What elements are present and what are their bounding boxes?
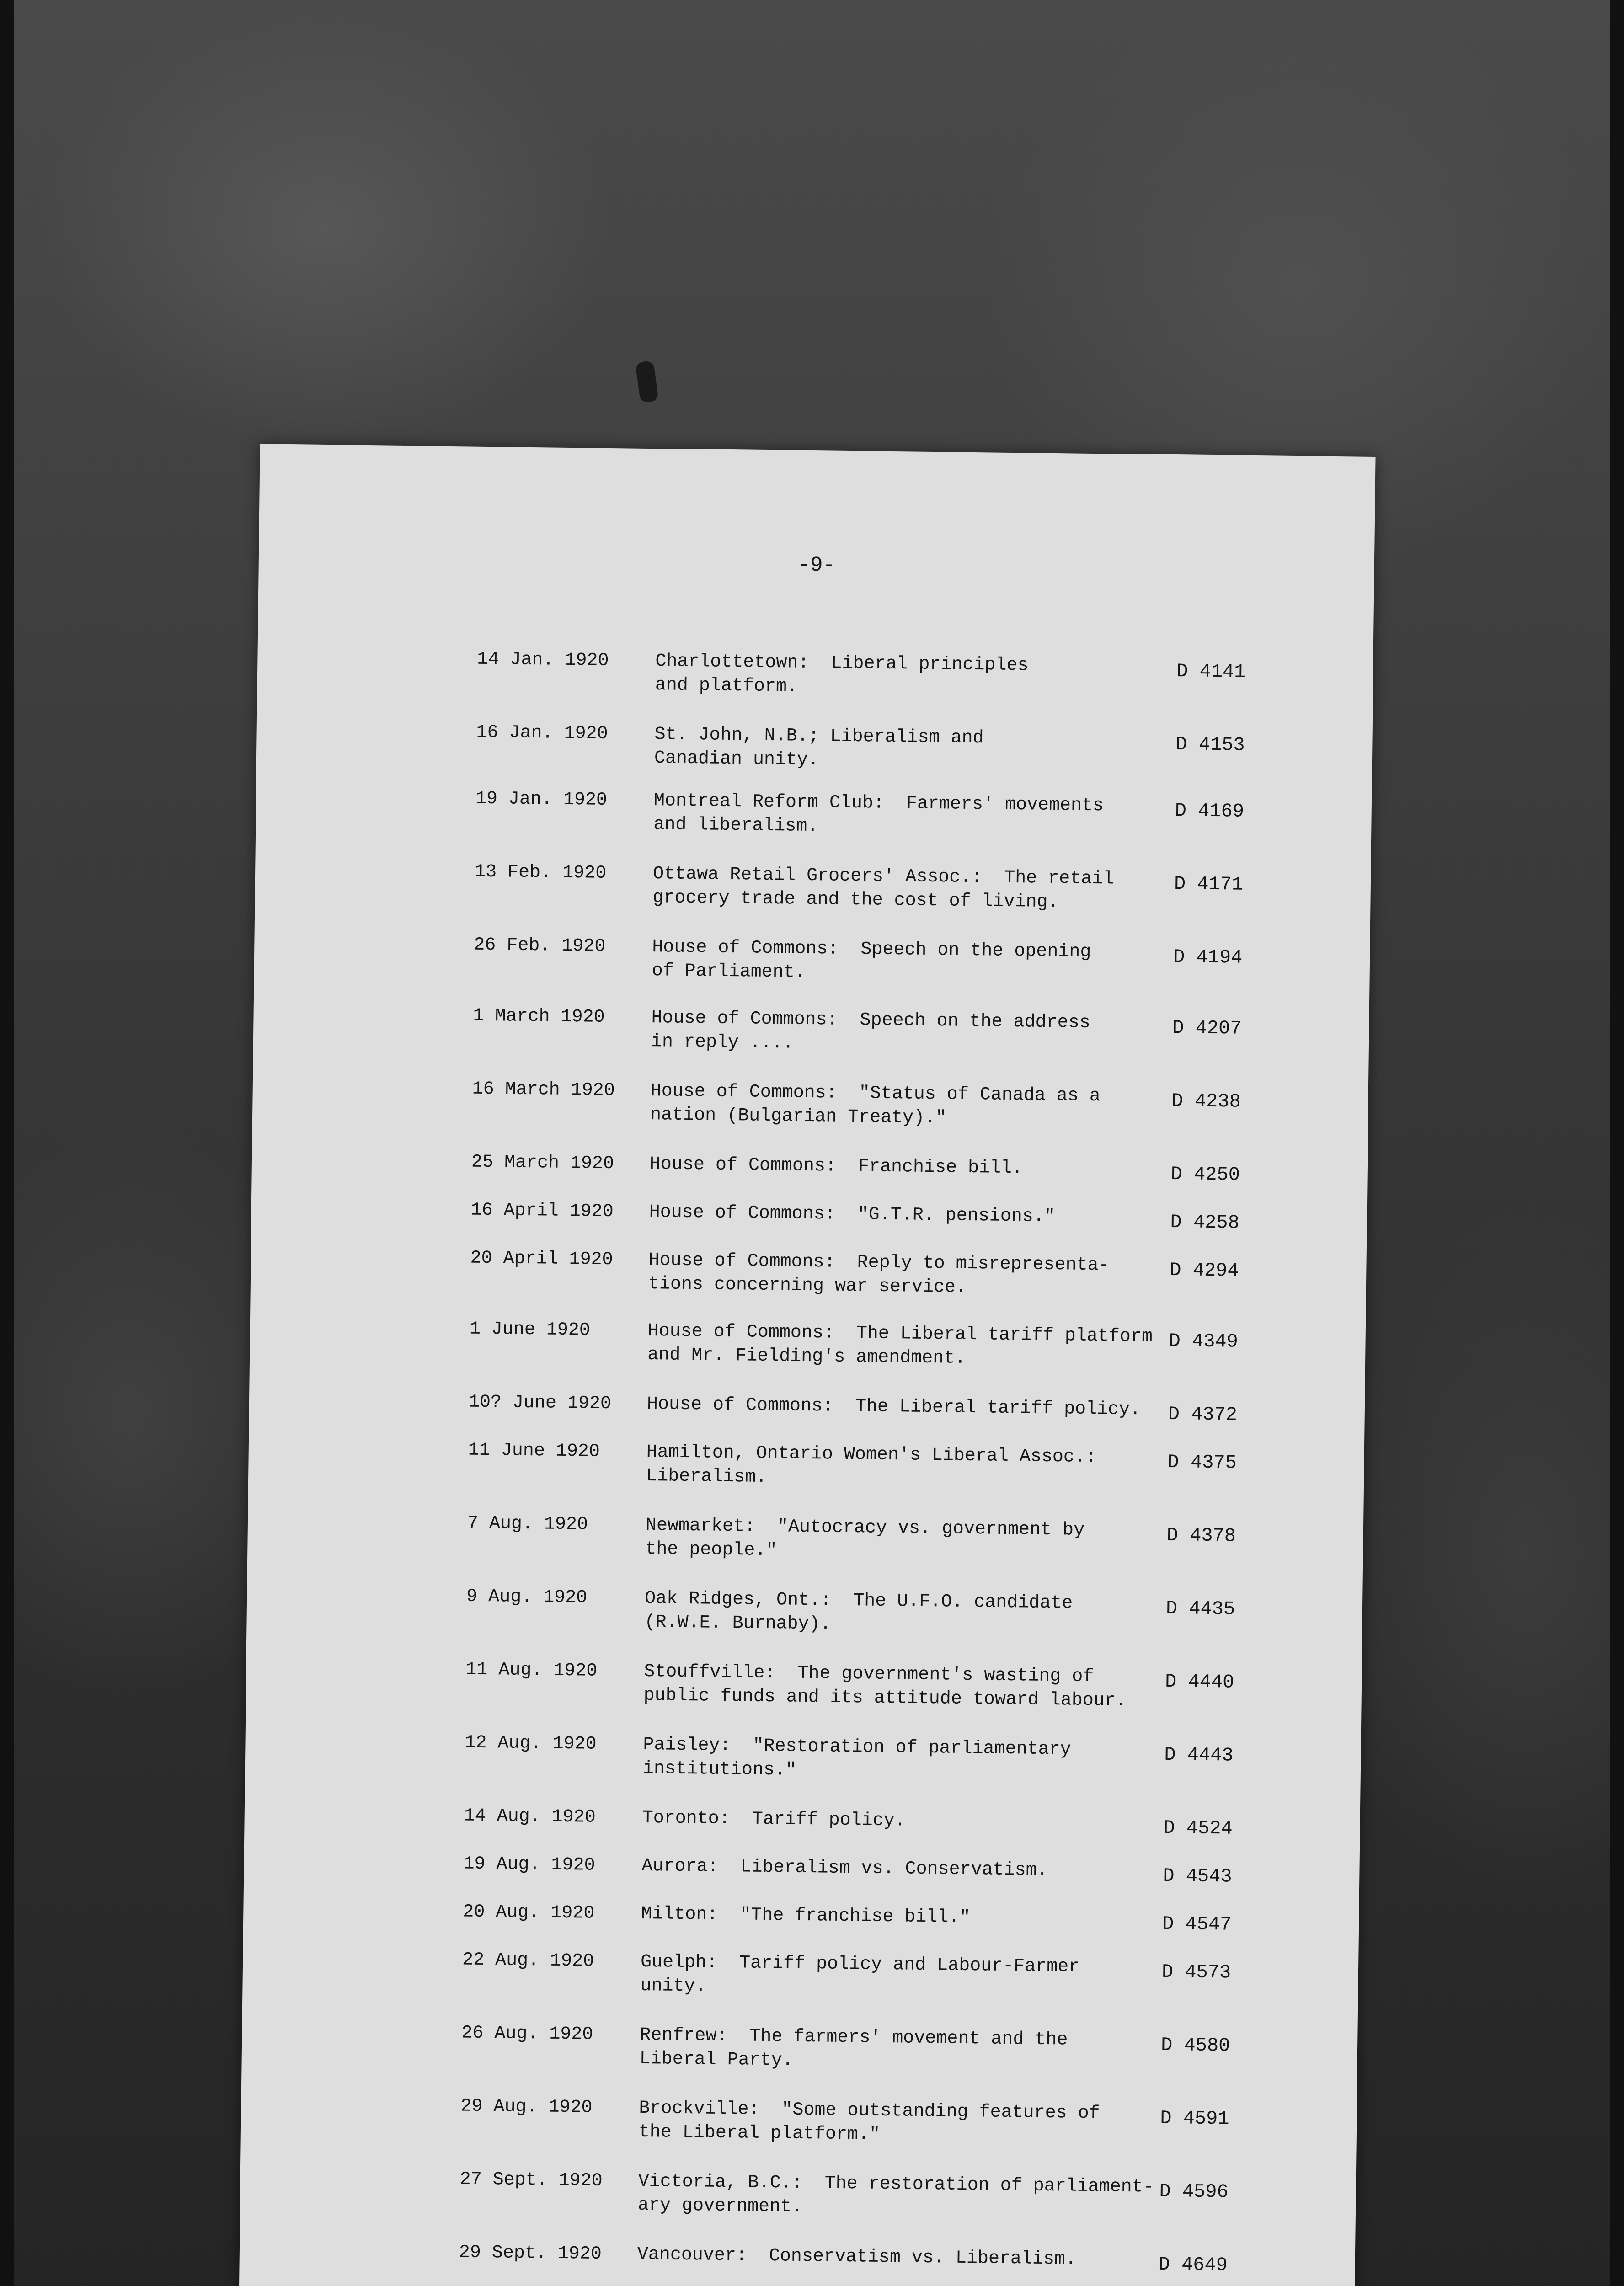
document-reference: D 4591 [1160,2107,1229,2130]
document-reference: D 4141 [1176,660,1246,683]
document-reference: D 4171 [1174,873,1244,896]
speech-description-line: Milton: "The franchise bill." [641,1903,971,1928]
list-item [249,1436,1364,1488]
list-item [252,1148,1368,1186]
list-item [242,2019,1358,2071]
document-reference: D 4194 [1173,946,1243,969]
speech-description-line: House of Commons: The Liberal tariff platform [647,1321,1153,1347]
speech-date: 26 Aug. 1920 [461,2023,593,2045]
document-reference: D 4349 [1169,1330,1239,1353]
list-item [256,785,1372,837]
speech-description [641,1902,1204,1933]
list-item [247,1582,1362,1635]
speech-description-line: Liberal Party. [639,2048,794,2071]
speech-date: 16 April 1920 [470,1200,614,1223]
document-reference: D 4435 [1165,1597,1235,1620]
speech-description-line: Renfrew: The farmers' movement and the [640,2024,1068,2051]
list-item [246,1729,1361,1781]
speech-date: 12 Aug. 1920 [465,1732,597,1755]
document-reference: D 4169 [1175,800,1245,823]
list-item [240,2165,1356,2217]
list-item [244,1898,1359,1936]
speech-description [650,1079,1213,1133]
speech-date: 19 Aug. 1920 [463,1853,595,1876]
speech-description-line: Ottawa Retail Grocers' Assoc.: The retail [652,864,1114,890]
speech-description-line: (R.W.E. Burnaby). [644,1612,831,1635]
list-item [255,858,1371,913]
list-item [251,1196,1367,1234]
speech-description-line: Charlottetown: Liberal principles [655,651,1029,676]
speech-date: 13 Feb. 1920 [474,861,607,884]
speech-description-line: Toronto: Tariff policy. [642,1807,906,1832]
speech-description [650,1153,1213,1183]
list-item [250,1315,1366,1369]
speech-description-line: House of Commons: The Liberal tariff policy. [646,1394,1141,1421]
speech-date: 20 April 1920 [470,1248,613,1271]
speech-description-line: and platform. [655,675,798,697]
speech-description-line: of Parliament. [652,961,806,983]
speech-description-line: ary government. [637,2195,803,2217]
speech-description-line: institutions." [642,1758,797,1781]
list-item [253,1075,1368,1129]
document-reference: D 4440 [1165,1670,1234,1693]
speech-description [640,1950,1203,2004]
speech-description [639,2097,1202,2151]
speech-description-line: Oak Ridges, Ont.: The U.F.O. candidate [644,1588,1073,1614]
list-item [241,2092,1357,2145]
speech-description [649,1201,1212,1231]
speech-description [638,2170,1201,2224]
document-reference: D 4250 [1170,1163,1240,1186]
speech-description [654,723,1217,777]
document-page [238,444,1375,2286]
speech-description-line: Liberalism. [646,1466,767,1488]
document-reference: D 4649 [1158,2253,1228,2276]
film-edge-right [1610,0,1624,2286]
document-reference: D 4378 [1166,1524,1236,1547]
document-reference: D 4153 [1175,733,1245,756]
document-reference: D 4580 [1160,2034,1230,2057]
speech-description-line: Guelph: Tariff policy and Labour-Farmer [640,1951,1080,1977]
speech-description-line: unity. [640,1975,706,1997]
speech-date: 16 Jan. 1920 [476,722,608,744]
list-item [251,1244,1367,1298]
speech-description-line: Stouffville: The government's wasting of [644,1661,1094,1688]
speech-description-line: Aurora: Liberalism vs. Conservatism. [641,1855,1048,1881]
speech-description [643,1660,1206,1714]
list-item [243,1946,1358,1997]
speech-description-line: House of Commons: Speech on the address [651,1008,1090,1033]
speech-list [258,645,1373,2276]
list-item [257,718,1373,771]
document-reference: D 4573 [1161,1960,1231,1984]
speech-date: 1 March 1920 [473,1005,605,1028]
list-item [249,1388,1365,1426]
speech-date: 7 Aug. 1920 [467,1513,588,1535]
speech-description [644,1587,1207,1641]
speech-description-line: the Liberal platform." [638,2121,881,2145]
speech-date: 14 Aug. 1920 [464,1805,596,1828]
speech-description-line: House of Commons: Reply to misrepresenta- [648,1250,1110,1276]
film-edge-left [0,0,14,2286]
speech-description [637,2243,1200,2273]
speech-description-line: House of Commons: Speech on the opening [652,937,1091,962]
speech-description-line: Newmarket: "Autocracy vs. government by [645,1515,1085,1541]
speech-description [648,1249,1211,1303]
speech-date: 20 Aug. 1920 [463,1901,595,1924]
speech-description-line: House of Commons: "Status of Canada as a [650,1081,1101,1107]
speech-description [643,1733,1206,1787]
speech-date: 29 Aug. 1920 [460,2096,593,2118]
speech-description [647,1319,1210,1373]
list-item [248,1509,1363,1561]
speech-date: 1 June 1920 [469,1319,591,1341]
speech-description-line: nation (Bulgarian Treaty)." [650,1105,947,1129]
speech-date: 26 Feb. 1920 [474,935,606,957]
document-reference: D 4294 [1170,1259,1239,1282]
speech-date: 19 Jan. 1920 [475,788,608,811]
speech-description [652,935,1214,989]
speech-description-line: in reply .... [651,1031,794,1054]
document-reference: D 4543 [1163,1864,1232,1888]
speech-description-line: public funds and its attitude toward labour. [643,1685,1127,1711]
speech-description-line: St. John, N.B.; Liberalism and [654,724,984,749]
speech-date: 9 Aug. 1920 [466,1586,588,1608]
document-reference: D 4547 [1162,1912,1232,1936]
speech-description [642,1806,1205,1837]
list-item [255,931,1370,983]
list-item [245,1802,1360,1840]
speech-description [651,1006,1214,1060]
speech-date: 29 Sept. 1920 [459,2242,602,2265]
speech-date: 14 Jan. 1920 [477,649,609,671]
document-reference: D 4375 [1167,1451,1237,1474]
speech-description [641,1854,1204,1885]
list-item [254,1002,1369,1054]
speech-date: 16 March 1920 [472,1079,615,1101]
speech-description [652,862,1215,916]
speech-date: 11 June 1920 [468,1440,600,1462]
speech-description [645,1514,1208,1568]
speech-description-line: Canadian unity. [654,748,819,771]
speech-date: 22 Aug. 1920 [462,1950,594,1972]
speech-description-line: Paisley: "Restoration of parliamentary [643,1734,1071,1760]
speech-description-line: grocery trade and the cost of living. [652,887,1059,913]
speech-description-line: House of Commons: "G.T.R. pensions." [649,1202,1056,1228]
speech-date: 25 March 1920 [471,1152,614,1175]
document-reference: D 4596 [1159,2180,1229,2203]
document-reference: D 4258 [1170,1211,1240,1234]
speech-description [639,2024,1202,2078]
speech-description-line: Vancouver: Conservatism vs. Liberalism. [637,2244,1077,2270]
document-reference: D 4238 [1171,1090,1241,1113]
list-item [244,1850,1360,1888]
speech-description [653,789,1216,843]
list-item [246,1656,1362,1711]
speech-description-line: tions concerning war service. [648,1274,967,1298]
speech-description-line: and Mr. Fielding's amendment. [647,1345,966,1369]
speech-description-line: Brockville: "Some outstanding features of [639,2098,1100,2124]
speech-description-line: Montreal Reform Club: Farmers' movements [653,790,1104,817]
document-reference: D 4372 [1168,1403,1238,1426]
speech-description-line: House of Commons: Franchise bill. [649,1154,1023,1179]
speech-date: 10? June 1920 [468,1392,612,1415]
document-reference: D 4443 [1164,1743,1234,1767]
speech-date: 11 Aug. 1920 [465,1659,598,1682]
document-reference: D 4524 [1163,1816,1233,1840]
speech-description [655,650,1218,704]
speech-description-line: and liberalism. [653,814,818,837]
document-reference: D 4207 [1172,1017,1242,1040]
speech-description [647,1393,1210,1423]
speech-description-line: Victoria, B.C.: The restoration of parliament- [638,2171,1154,2198]
speech-description-line: Hamilton, Ontario Women's Liberal Assoc.: [646,1442,1097,1468]
paper-clip-icon [635,360,659,404]
speech-description-line: the people." [645,1539,777,1561]
list-item [258,645,1373,697]
page-number: -9- [797,553,836,577]
speech-date: 27 Sept. 1920 [459,2169,603,2192]
list-item [240,2238,1355,2276]
speech-description [646,1441,1209,1495]
